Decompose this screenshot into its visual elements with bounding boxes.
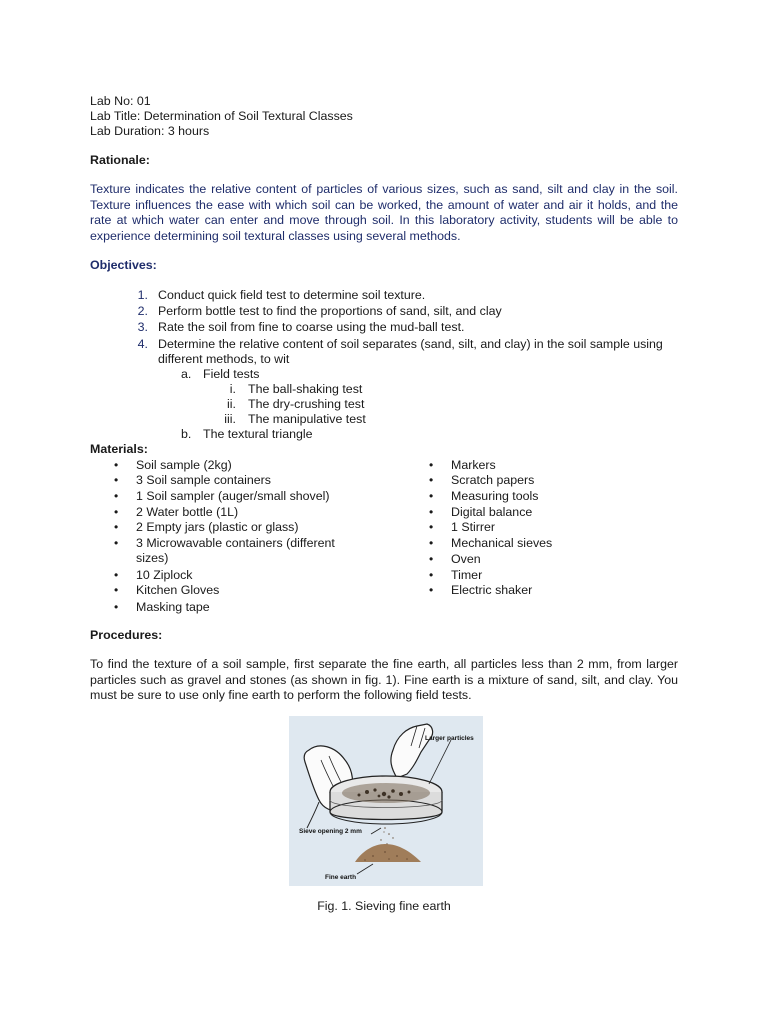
bullet: • xyxy=(429,473,434,487)
material-item: Oven xyxy=(451,552,481,566)
sub-item-label: a. xyxy=(181,367,192,381)
bullet: • xyxy=(114,536,119,550)
sieving-figure xyxy=(289,716,483,886)
roman-label: i. xyxy=(229,382,236,396)
bullet: • xyxy=(429,505,434,519)
procedures-heading: Procedures: xyxy=(90,628,163,642)
bullet: • xyxy=(114,473,119,487)
material-item: 2 Empty jars (plastic or glass) xyxy=(136,520,299,534)
materials-heading: Materials: xyxy=(90,442,148,456)
material-item: Soil sample (2kg) xyxy=(136,458,232,472)
sub-item-text: The textural triangle xyxy=(203,427,313,441)
material-item: 3 Microwavable containers (different xyxy=(136,536,335,550)
objective-item: Perform bottle test to find the proportions of sand, silt, and clay xyxy=(158,304,502,318)
fine-earth-label: Fine earth xyxy=(325,874,357,881)
material-item: 1 Soil sampler (auger/small shovel) xyxy=(136,489,330,503)
bullet: • xyxy=(429,583,434,597)
rationale-text: Texture indicates the relative content of particles of various sizes, such as sand, silt and clay in the soil. Texture influences the ease with which soil can be worked, the amount of water and air it holds, and the rate at which water can enter and move through soil. In this laboratory activity, students will be able to experience determining soil textural classes using several methods. xyxy=(90,182,678,243)
material-item: 1 Stirrer xyxy=(451,520,496,534)
material-item: 3 Soil sample containers xyxy=(136,473,271,487)
figure-caption: Fig. 1. Sieving fine earth xyxy=(317,899,451,913)
bullet: • xyxy=(114,489,119,503)
roman-item-text: The ball-shaking test xyxy=(248,382,363,396)
bullet: • xyxy=(114,600,119,614)
bullet: • xyxy=(114,505,119,519)
material-item-continued: sizes) xyxy=(136,551,169,565)
sieve-opening-label: Sieve opening 2 mm xyxy=(299,828,362,835)
bullet: • xyxy=(429,458,434,472)
bullet: • xyxy=(429,552,434,566)
objective-item-continued: different methods, to wit xyxy=(158,352,290,366)
objective-item: Rate the soil from fine to coarse using the mud-ball test. xyxy=(158,320,465,334)
lab-number: Lab No: 01 xyxy=(90,94,151,108)
objective-item: Determine the relative content of soil separates (sand, silt, and clay) in the soil sample using xyxy=(158,337,663,351)
bullet: • xyxy=(114,458,119,472)
objectives-heading: Objectives: xyxy=(90,258,157,272)
bullet: • xyxy=(429,568,434,582)
objective-item: Conduct quick field test to determine soil texture. xyxy=(158,288,426,302)
material-item: 10 Ziplock xyxy=(136,568,193,582)
bullet: • xyxy=(114,583,119,597)
objective-number: 1. xyxy=(137,288,148,302)
objective-number: 3. xyxy=(137,320,148,334)
bullet: • xyxy=(114,568,119,582)
material-item: Timer xyxy=(451,568,483,582)
objective-number: 4. xyxy=(137,337,148,351)
material-item: Mechanical sieves xyxy=(451,536,553,550)
material-item: Measuring tools xyxy=(451,489,539,503)
roman-item-text: The dry-crushing test xyxy=(248,397,365,411)
bullet: • xyxy=(114,520,119,534)
roman-label: iii. xyxy=(224,412,236,426)
material-item: Markers xyxy=(451,458,496,472)
sub-item-text: Field tests xyxy=(203,367,260,381)
material-item: Scratch papers xyxy=(451,473,535,487)
procedures-text: To find the texture of a soil sample, first separate the fine earth, all particles less than 2 mm, from larger particles such as gravel and stones (as shown in fig. 1). Fine earth is a mixture of sand, silt, and clay. You must be sure to use only fine earth to perform the following field tests. xyxy=(90,657,678,703)
bullet: • xyxy=(429,520,434,534)
larger-particles-label: Larger particles xyxy=(425,735,474,742)
roman-item-text: The manipulative test xyxy=(248,412,366,426)
roman-label: ii. xyxy=(227,397,236,411)
material-item: Kitchen Gloves xyxy=(136,583,220,597)
bullet: • xyxy=(429,536,434,550)
bullet: • xyxy=(429,489,434,503)
material-item: Masking tape xyxy=(136,600,210,614)
lab-title: Lab Title: Determination of Soil Textural Classes xyxy=(90,109,353,123)
material-item: Electric shaker xyxy=(451,583,533,597)
objective-number: 2. xyxy=(137,304,148,318)
material-item: Digital balance xyxy=(451,505,533,519)
material-item: 2 Water bottle (1L) xyxy=(136,505,239,519)
rationale-heading: Rationale: xyxy=(90,153,150,167)
sub-item-label: b. xyxy=(181,427,192,441)
sieving-illustration xyxy=(289,716,483,886)
lab-duration: Lab Duration: 3 hours xyxy=(90,124,210,138)
